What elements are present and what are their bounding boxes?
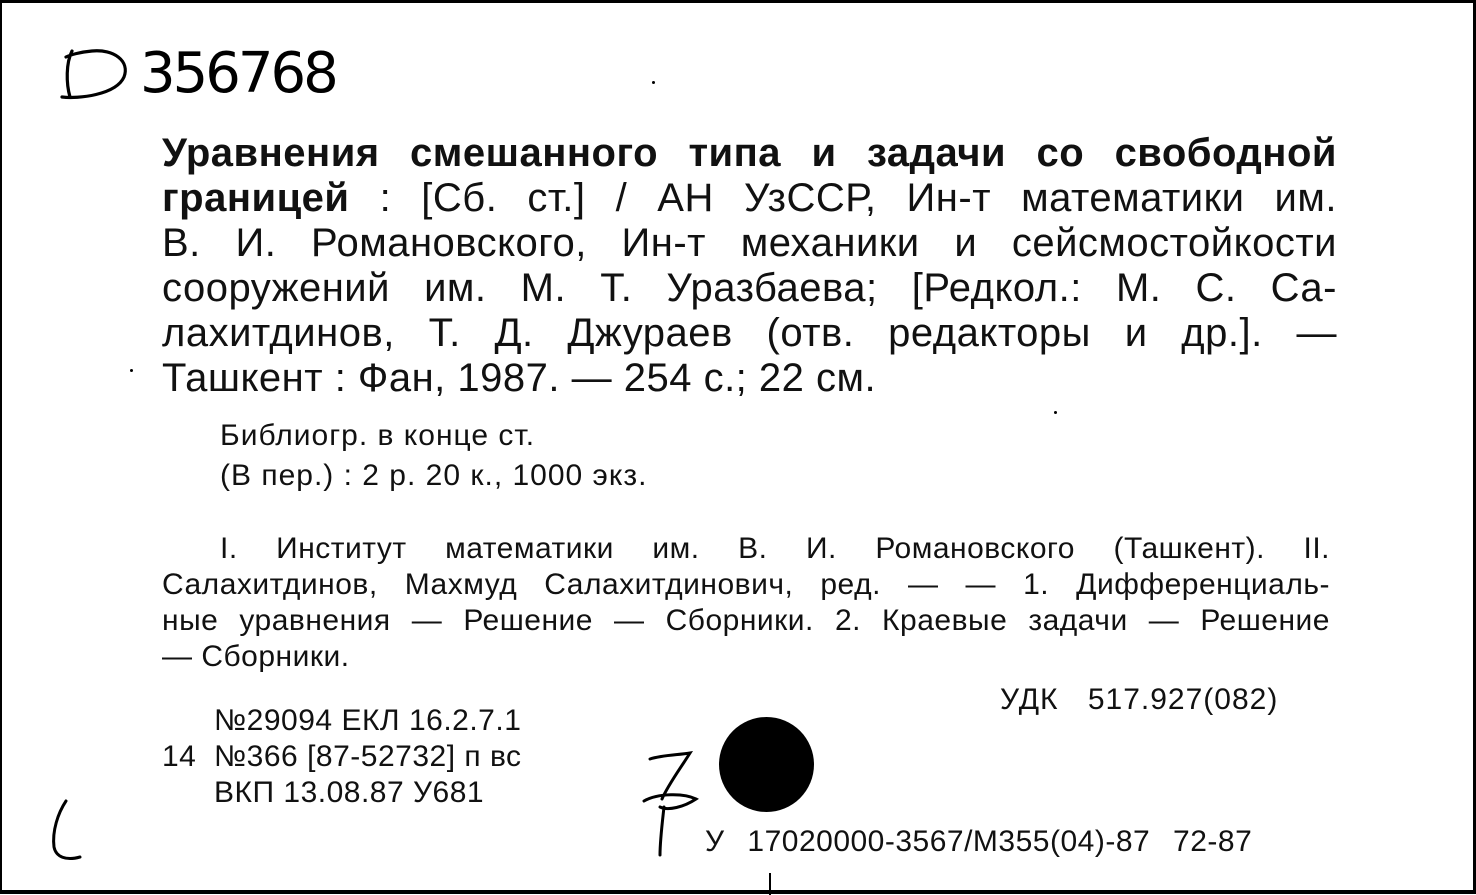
udk-value: 517.927(082) [1087, 683, 1279, 716]
handwritten-one-mark [40, 791, 96, 871]
handwritten-accession-number: 356768 [140, 41, 336, 106]
price-note: (В пер.) : 2 р. 20 к., 1000 экз. [220, 459, 648, 492]
bibliographic-description [162, 131, 1337, 401]
udk-classification [1000, 683, 1278, 717]
handwritten-seven-mark [638, 741, 708, 861]
subject-line-3: ные уравнения — Решение — Сборники. 2. Краевые задачи — Решение [162, 604, 1330, 637]
catalog-row-3: ВКП 13.08.87 У681 [214, 776, 485, 809]
udk-label: УДК [1000, 683, 1059, 716]
subject-line-4: — Сборники. [162, 640, 350, 673]
catalog-row-2: 14 №366 [87-52732] п вс [162, 740, 522, 773]
catalog-row-1: №29094 ЕКЛ 16.2.7.1 [214, 704, 522, 737]
scan-speck [1054, 411, 1057, 414]
title-line-5: лахитдинов, Т. Д. Джураев (отв. редакторы и др.]. — [162, 311, 1337, 355]
handwritten-d-mark [58, 43, 134, 103]
punched-hole-dot [719, 717, 814, 812]
footer-classification-code: У 17020000-3567/М355(04)-87 72-87 [705, 825, 1253, 858]
subject-line-2: Салахитдинов, Махмуд Салахитдинович, ред. — — 1. Дифференциаль- [162, 568, 1330, 601]
subject-line-1: I. Институт математики им. В. И. Романовского (Ташкент). II. [220, 532, 1330, 565]
title-line-4: сооружений им. М. Т. Уразбаева; [Редкол.: М. С. Са- [162, 266, 1337, 310]
bibliography-note: Библиогр. в конце ст. [220, 419, 536, 452]
scan-speck [130, 369, 133, 372]
title-line-1: Уравнения смешанного типа и задачи со свободной [162, 131, 1337, 175]
scan-speck [652, 81, 655, 84]
title-line-6: Ташкент : Фан, 1987. — 254 с.; 22 см. [162, 356, 877, 400]
subject-headings [162, 531, 1330, 675]
title-line-2: границей : [Сб. ст.] / АН УзССР, Ин-т математики им. [162, 176, 1337, 220]
catalog-numbers [162, 703, 522, 811]
title-line-3: В. И. Романовского, Ин-т механики и сейсмостойкости [162, 221, 1337, 265]
scan-tick-mark [769, 873, 771, 895]
